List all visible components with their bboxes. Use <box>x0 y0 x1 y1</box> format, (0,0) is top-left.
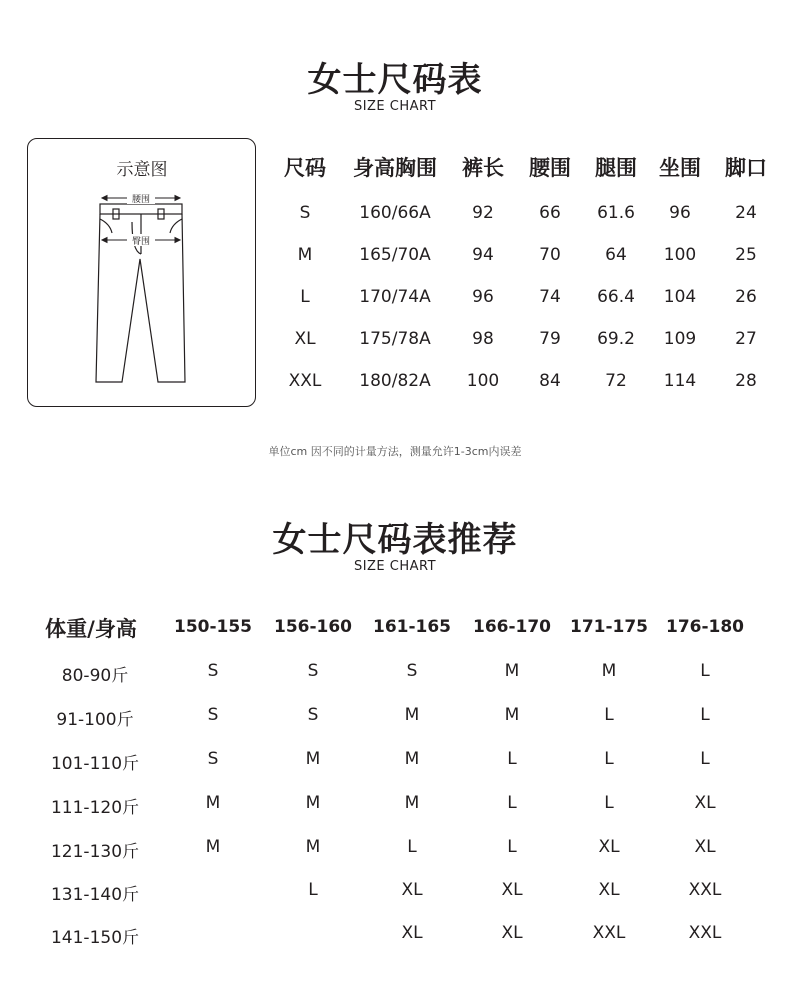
size-table-cell: 114 <box>663 371 697 391</box>
recommended-size: M <box>404 749 420 769</box>
size-table-cell: 28 <box>735 371 757 391</box>
weight-label: 91-100斤 <box>56 710 134 730</box>
weight-label: 141-150斤 <box>50 928 140 948</box>
size-table-cell: 100 <box>466 371 500 391</box>
size-table-cell: 165/70A <box>359 245 431 265</box>
height-header: 166-170 <box>472 617 552 637</box>
size-table-cell: 175/78A <box>359 329 431 349</box>
recommended-size: M <box>404 705 420 725</box>
size-table-cell: 100 <box>663 245 697 265</box>
height-header: 150-155 <box>173 617 253 637</box>
height-header: 161-165 <box>372 617 452 637</box>
size-table-cell: 61.6 <box>597 203 635 223</box>
size-table-cell: 84 <box>539 371 561 391</box>
recommended-size: XL <box>401 923 423 943</box>
recommended-size: L <box>700 705 710 725</box>
recommended-size: M <box>404 793 420 813</box>
size-table-cell: 160/66A <box>359 203 431 223</box>
size-table-cell: 170/74A <box>359 287 431 307</box>
hip-label: 臀围 <box>131 237 151 247</box>
weight-label: 121-130斤 <box>50 842 140 862</box>
height-header: 171-175 <box>569 617 649 637</box>
recommended-size: M <box>305 837 321 857</box>
size-table-header: 身高胸围 <box>353 156 437 180</box>
weight-label: 80-90斤 <box>61 666 129 686</box>
height-header: 176-180 <box>665 617 745 637</box>
size-table-cell: 180/82A <box>359 371 431 391</box>
pants-icon <box>28 139 257 408</box>
recommended-size: S <box>406 661 418 681</box>
size-table-header: 尺码 <box>284 156 326 180</box>
recommended-size: XL <box>401 880 423 900</box>
recommended-size: M <box>205 837 221 857</box>
weight-label: 131-140斤 <box>50 885 140 905</box>
height-header: 156-160 <box>273 617 353 637</box>
size-table-cell: 109 <box>663 329 697 349</box>
waist-label: 腰围 <box>131 195 151 205</box>
size-table-cell: M <box>297 245 313 265</box>
recommended-size: XL <box>598 837 620 857</box>
recommended-size: L <box>308 880 318 900</box>
size-table-cell: L <box>300 287 310 307</box>
size-table-cell: 26 <box>735 287 757 307</box>
size-table-cell: 66.4 <box>597 287 635 307</box>
recommended-size: S <box>207 661 219 681</box>
size-table-cell: 74 <box>539 287 561 307</box>
size-table-header: 脚口 <box>725 156 767 180</box>
size-table-cell: 72 <box>605 371 627 391</box>
size-table-cell: XXL <box>288 371 322 391</box>
size-table-cell: 92 <box>472 203 494 223</box>
size-table-header: 腿围 <box>595 156 637 180</box>
recommend-chart-subtitle: SIZE CHART <box>353 559 437 574</box>
recommended-size: XL <box>501 880 523 900</box>
size-table-header: 坐围 <box>659 156 701 180</box>
recommended-size: L <box>507 837 517 857</box>
recommended-size: M <box>601 661 617 681</box>
recommended-size: L <box>604 705 614 725</box>
recommended-size: M <box>305 793 321 813</box>
size-table-cell: 94 <box>472 245 494 265</box>
size-table-cell: 24 <box>735 203 757 223</box>
size-table-cell: 79 <box>539 329 561 349</box>
size-table-cell: 66 <box>539 203 561 223</box>
size-table-cell: 96 <box>472 287 494 307</box>
recommended-size: XL <box>501 923 523 943</box>
size-table-cell: 64 <box>605 245 627 265</box>
recommended-size: XL <box>694 837 716 857</box>
size-table-header: 腰围 <box>529 156 571 180</box>
weight-label: 111-120斤 <box>50 798 140 818</box>
recommended-size: L <box>700 661 710 681</box>
recommended-size: XXL <box>688 923 722 943</box>
size-chart-subtitle: SIZE CHART <box>353 99 437 114</box>
size-table-cell: 69.2 <box>597 329 635 349</box>
size-table-cell: XL <box>294 329 316 349</box>
size-table-cell: 98 <box>472 329 494 349</box>
recommended-size: L <box>604 749 614 769</box>
recommended-size: XXL <box>688 880 722 900</box>
recommended-size: M <box>504 705 520 725</box>
recommended-size: L <box>700 749 710 769</box>
size-table-header: 裤长 <box>462 156 504 180</box>
recommended-size: S <box>207 705 219 725</box>
recommended-size: S <box>307 661 319 681</box>
corner-header: 体重/身高 <box>45 617 137 641</box>
recommend-chart-title: 女士尺码表推荐 <box>272 520 518 560</box>
recommended-size: XL <box>694 793 716 813</box>
recommended-size: XXL <box>592 923 626 943</box>
measurement-note: 单位cm 因不同的计量方法，测量允许1-3cm内误差 <box>268 445 522 458</box>
weight-label: 101-110斤 <box>50 754 140 774</box>
recommended-size: XL <box>598 880 620 900</box>
recommended-size: M <box>504 661 520 681</box>
recommended-size: L <box>604 793 614 813</box>
size-table-cell: 96 <box>669 203 691 223</box>
recommended-size: L <box>407 837 417 857</box>
size-chart-title: 女士尺码表 <box>307 60 483 100</box>
size-table-cell: 25 <box>735 245 757 265</box>
recommended-size: S <box>207 749 219 769</box>
recommended-size: M <box>205 793 221 813</box>
size-table-cell: 27 <box>735 329 757 349</box>
recommended-size: L <box>507 749 517 769</box>
recommended-size: L <box>507 793 517 813</box>
size-table-cell: 70 <box>539 245 561 265</box>
size-table-cell: 104 <box>663 287 697 307</box>
diagram-label: 示意图 <box>116 160 168 180</box>
recommended-size: S <box>307 705 319 725</box>
pants-diagram <box>27 138 256 407</box>
size-table-cell: S <box>299 203 311 223</box>
recommended-size: M <box>305 749 321 769</box>
